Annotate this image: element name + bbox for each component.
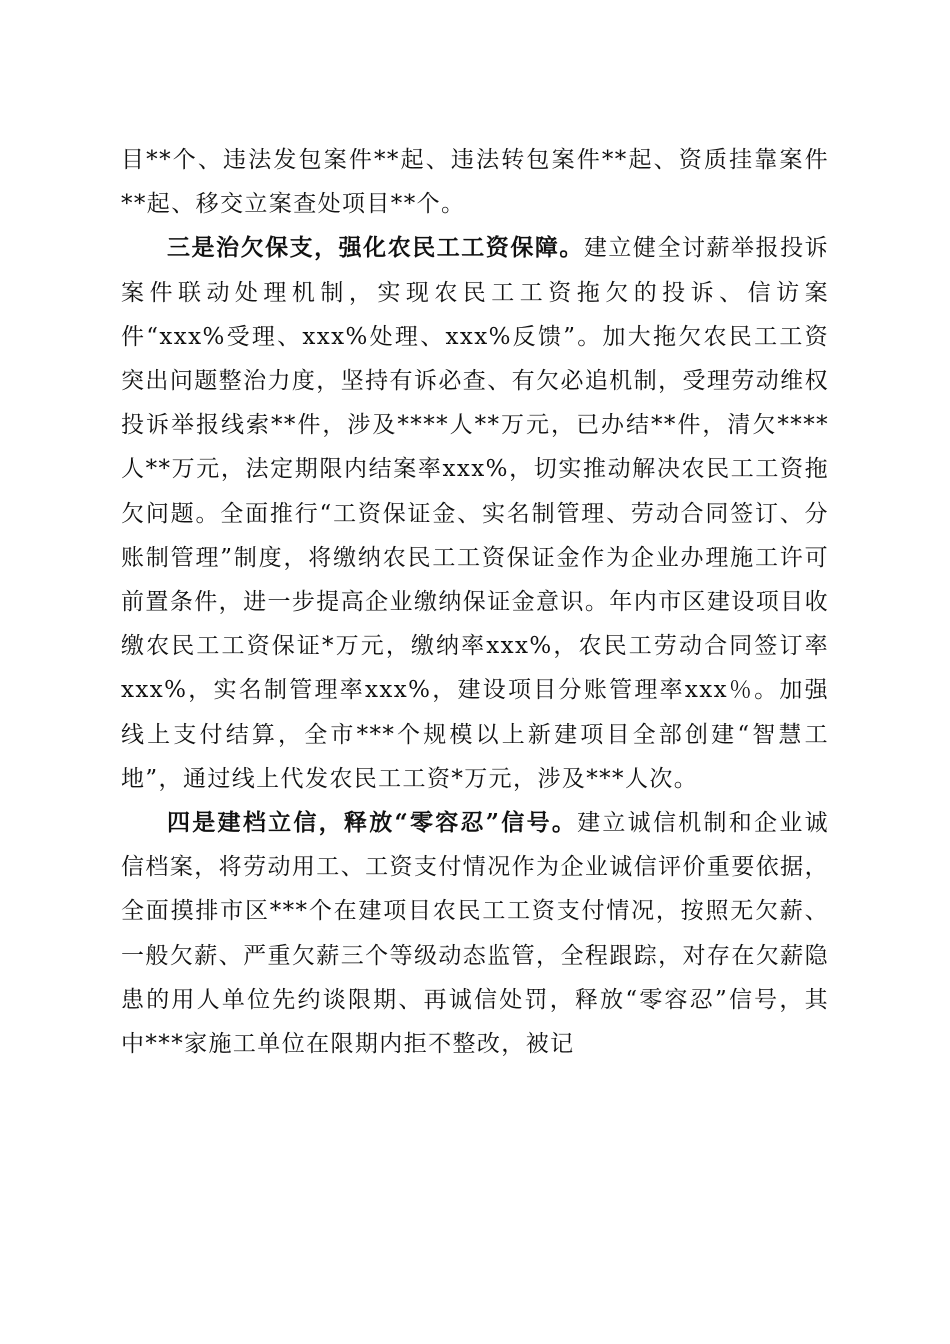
paragraph-2-lead: 三是治欠保支，强化农民工工资保障。 [167,234,584,262]
paragraph-credit-records [121,801,829,1066]
paragraph-3-text: 建立诚信机制和企业诚信档案，将劳动用工、工资支付情况作为企业诚信评价重要依据，全面摸排市区***个在建项目农民工工资支付情况，按照无欠薪、一般欠薪、严重欠薪三个等级动态监管，全程跟踪，对存在欠薪隐患的用人单位先约谈限期、再诚信处罚，释放“零容忍”信号，其中***家施工单位在限期内拒不整改，被记 [121,810,829,1058]
paragraph-1-text: 目**个、违法发包案件**起、违法转包案件**起、资质挂靠案件**起、移交立案查处项目**个。 [121,147,829,218]
document-body [121,138,829,1066]
paragraph-continuation [121,138,829,226]
paragraph-wage-guarantee [121,226,829,801]
paragraph-3-lead: 四是建档立信，释放“零容忍”信号。 [167,809,578,837]
paragraph-2-text: 建立健全讨薪举报投诉案件联动处理机制，实现农民工工资拖欠的投诉、信访案件“xxx%受理、xxx%处理、xxx%反馈”。加大拖欠农民工工资突出问题整治力度，坚持有诉必查、有欠必追机制，受理劳动维权投诉举报线索**件，涉及****人**万元，已办结**件，清欠****人**万元，法定期限内结案率xxx%，切实推动解决农民工工资拖欠问题。全面推行“工资保证金、实名制管理、劳动合同签订、分账制管理”制度，将缴纳农民工工资保证金作为企业办理施工许可前置条件，进一步提高企业缴纳保证金意识。年内市区建设项目收缴农民工工资保证*万元，缴纳率xxx%，农民工劳动合同签订率xxx%，实名制管理率xxx%，建设项目分账管理率xxx％。加强线上支付结算，全市***个规模以上新建项目全部创建“智慧工地”，通过线上代发农民工工资*万元，涉及***人次。 [121,235,829,792]
